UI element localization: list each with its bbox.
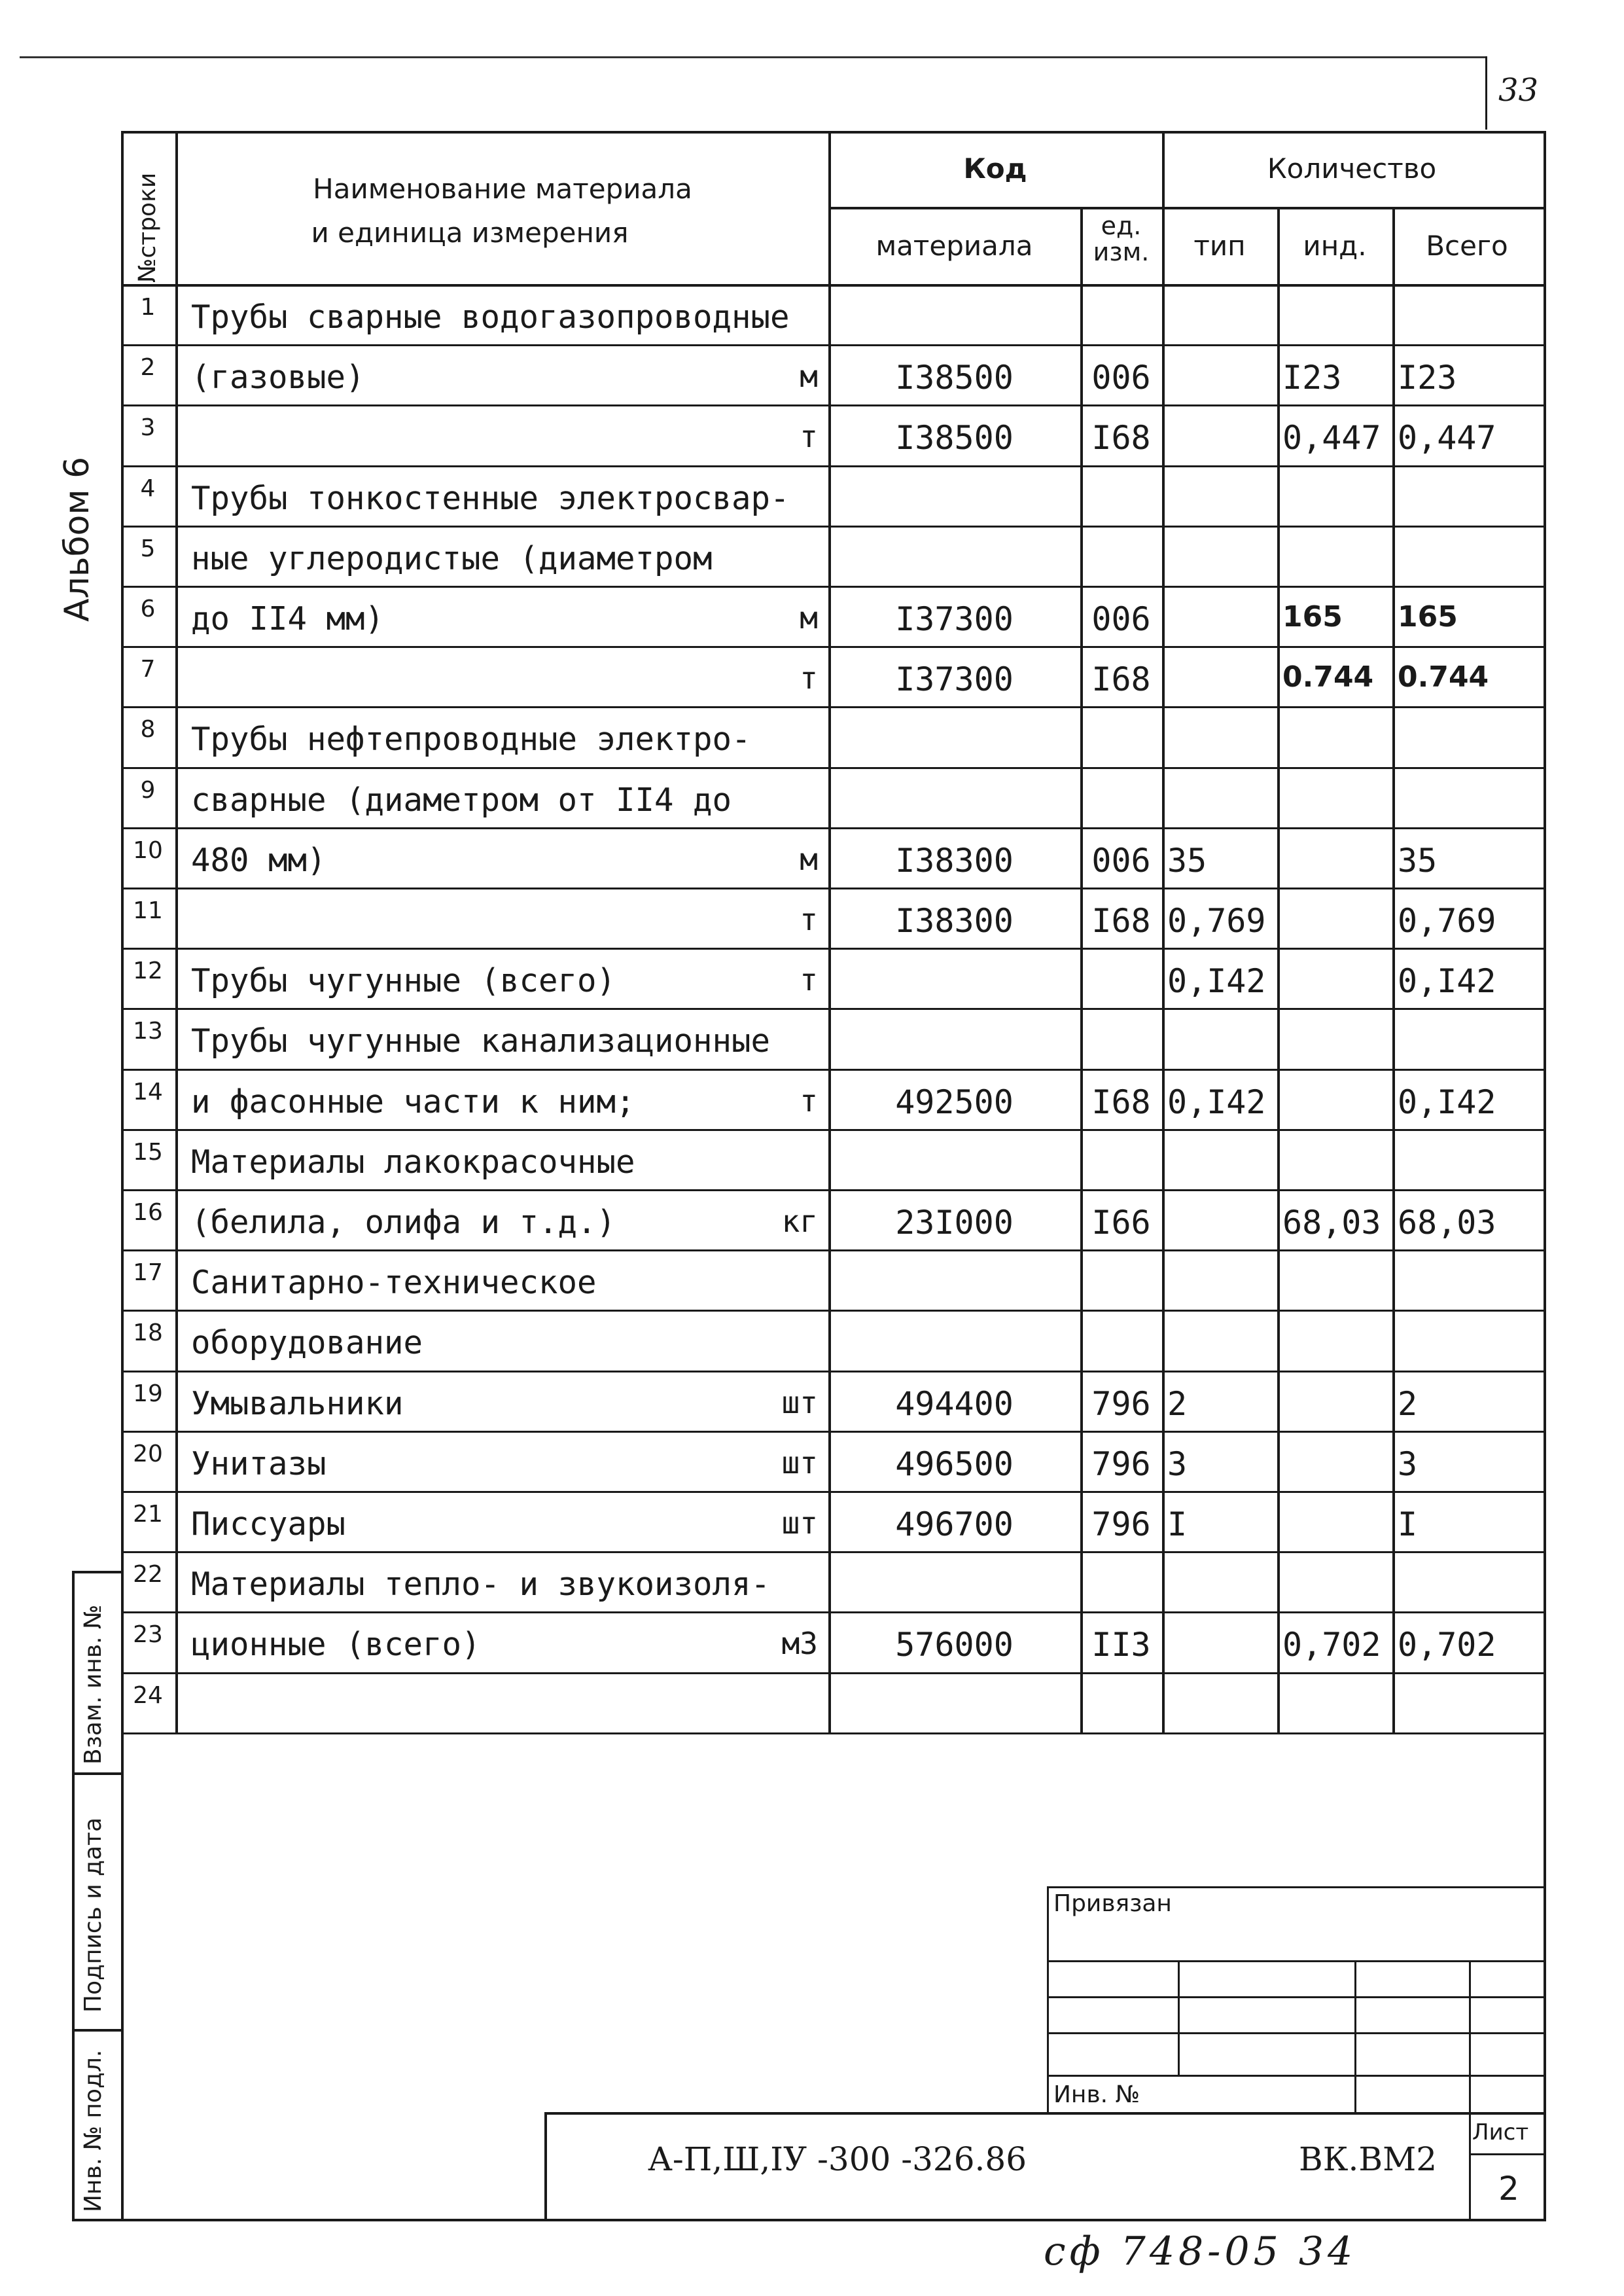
material-unit: м: [800, 359, 818, 394]
row-number: 3: [140, 414, 156, 441]
qty-type: 3: [1167, 1445, 1188, 1483]
table-row: [0, 948, 1624, 1008]
material-unit: шт: [781, 1385, 818, 1420]
row-number: 13: [133, 1018, 163, 1045]
row-number: 8: [140, 716, 156, 743]
unit-code: I68: [1091, 660, 1151, 698]
row-number: 22: [133, 1561, 163, 1588]
material-unit: м: [800, 600, 818, 636]
row-number: 15: [133, 1139, 163, 1166]
table-row: [0, 1069, 1624, 1129]
material-name: Трубы нефтепроводные электро-: [191, 721, 751, 758]
table-row: [0, 706, 1624, 766]
table-row: [0, 888, 1624, 948]
material-name: Трубы тонкостенные электросвар-: [191, 480, 790, 517]
row-number: 18: [133, 1319, 163, 1346]
header-qty-total: Всего: [1426, 230, 1508, 262]
qty-total: 3: [1398, 1445, 1418, 1483]
row-number: 16: [133, 1199, 163, 1226]
margin-top-line: [72, 1571, 124, 1573]
row-line: [121, 1732, 1546, 1734]
material-name: Санитарно-техническое: [191, 1264, 597, 1301]
unit-code: 006: [1091, 842, 1151, 880]
qty-total: 0.744: [1398, 660, 1489, 694]
qty-type: 0,I42: [1167, 962, 1266, 1000]
qty-type: 0,I42: [1167, 1083, 1266, 1121]
material-name: ционные (всего): [191, 1626, 481, 1663]
table-row: [0, 586, 1624, 646]
material-unit: т: [800, 1083, 818, 1119]
qty-total: 2: [1398, 1385, 1418, 1423]
qty-ind: 0,702: [1282, 1626, 1381, 1664]
qty-total: 0,447: [1398, 419, 1496, 457]
qty-total: 0,769: [1398, 902, 1496, 940]
qty-total: 0,702: [1398, 1626, 1496, 1664]
material-unit: м: [800, 842, 818, 877]
row-number: 17: [133, 1259, 163, 1286]
header-row-number: №строки: [134, 172, 161, 283]
material-code: I37300: [895, 660, 1014, 698]
material-name: сварные (диаметром от II4 до: [191, 781, 732, 819]
qty-total: 35: [1398, 842, 1438, 880]
table-row: [0, 1371, 1624, 1431]
material-code: I37300: [895, 600, 1014, 638]
material-name: Умывальники: [191, 1385, 404, 1422]
material-name: Материалы лакокрасочные: [191, 1143, 635, 1181]
material-name: ные углеродистые (диаметром: [191, 540, 713, 577]
material-code: I38300: [895, 842, 1014, 880]
table-row: [0, 1249, 1624, 1310]
unit-code: I68: [1091, 419, 1151, 457]
row-number: 2: [140, 354, 156, 381]
doc-mark: ВК.ВМ2: [1299, 2140, 1438, 2178]
material-unit: кг: [781, 1204, 818, 1239]
material-code: 23I000: [895, 1204, 1014, 1242]
unit-code: I68: [1091, 902, 1151, 940]
unit-code: 006: [1091, 600, 1151, 638]
material-code: 576000: [895, 1626, 1014, 1664]
qty-total: 165: [1398, 600, 1458, 634]
table-row: [0, 344, 1624, 404]
table-row: [0, 767, 1624, 827]
margin-signature-date: Подпись и дата: [80, 1817, 107, 2013]
material-code: 496500: [895, 1445, 1014, 1483]
material-code: 492500: [895, 1083, 1014, 1121]
unit-code: II3: [1091, 1626, 1151, 1664]
doc-sheet-sep: [1469, 2153, 1544, 2155]
doc-sheet-left: [1469, 2112, 1471, 2220]
sheet-number: 2: [1498, 2170, 1519, 2208]
qty-total: I: [1398, 1505, 1418, 1543]
header-code-material: материала: [875, 230, 1033, 262]
material-unit: т: [800, 660, 818, 696]
header-qty-type: тип: [1193, 230, 1246, 262]
row-number: 24: [133, 1682, 163, 1709]
table-top-line: [121, 131, 1546, 134]
qty-type: 35: [1167, 842, 1207, 880]
material-name: Трубы сварные водогазопроводные: [191, 298, 790, 336]
qty-ind: 0,447: [1282, 419, 1381, 457]
stamp-inv-label: Инв. №: [1053, 2081, 1140, 2108]
header-name-line1: Наименование материала: [313, 173, 692, 205]
unit-code: 796: [1091, 1505, 1151, 1543]
doc-block-top: [544, 2112, 1545, 2115]
material-name: и фасонные части к ним;: [191, 1083, 635, 1121]
qty-total: 68,03: [1398, 1204, 1496, 1242]
doc-block-left: [544, 2112, 547, 2220]
material-name: Трубы чугунные (всего): [191, 962, 616, 999]
table-row: [0, 404, 1624, 465]
row-number: 12: [133, 958, 163, 984]
qty-total: 0,I42: [1398, 962, 1496, 1000]
row-number: 23: [133, 1621, 163, 1648]
material-name: Материалы тепло- и звукоизоля-: [191, 1566, 771, 1603]
material-name: 480 мм): [191, 842, 327, 879]
material-code: I38500: [895, 419, 1014, 457]
table-row: [0, 1189, 1624, 1249]
margin-inv-exchange: Взам. инв. №: [80, 1604, 107, 1765]
material-code: 494400: [895, 1385, 1014, 1423]
qty-type: 2: [1167, 1385, 1188, 1423]
material-name: Унитазы: [191, 1445, 327, 1482]
material-unit: т: [800, 902, 818, 937]
row-number: 9: [140, 777, 156, 804]
unit-code: I68: [1091, 1083, 1151, 1121]
row-number: 11: [133, 897, 163, 924]
table-row: [0, 827, 1624, 888]
stamp-col-1: [1178, 1960, 1180, 2075]
material-code: I38300: [895, 902, 1014, 940]
header-code-unit: ед. изм.: [1093, 211, 1150, 266]
table-row: [0, 1431, 1624, 1491]
row-number: 4: [140, 475, 156, 502]
margin-bottom-line: [72, 2219, 124, 2221]
margin-sep-2: [72, 2029, 124, 2032]
header-qty-ind: инд.: [1303, 230, 1367, 262]
unit-code: 796: [1091, 1385, 1151, 1423]
material-name: оборудование: [191, 1324, 423, 1361]
qty-ind: 0.744: [1282, 660, 1374, 694]
qty-total: 0,I42: [1398, 1083, 1496, 1121]
material-name: (белила, олифа и т.д.): [191, 1204, 616, 1241]
unit-code: 796: [1091, 1445, 1151, 1483]
table-row: [0, 1310, 1624, 1370]
material-unit: т: [800, 419, 818, 454]
unit-code: I66: [1091, 1204, 1151, 1242]
header-mid-line: [828, 207, 1546, 209]
row-number: 19: [133, 1380, 163, 1407]
material-code: 496700: [895, 1505, 1014, 1543]
qty-type: 0,769: [1167, 902, 1266, 940]
stamp-bound-left: [1047, 1886, 1049, 2112]
table-row: [0, 1008, 1624, 1068]
qty-type: I: [1167, 1505, 1188, 1543]
material-name: Писсуары: [191, 1505, 346, 1543]
table-row: [0, 1491, 1624, 1551]
row-number: 20: [133, 1441, 163, 1467]
page-number: 33: [1498, 72, 1539, 109]
row-number: 1: [140, 294, 156, 321]
row-number: 10: [133, 837, 163, 864]
header-code: Код: [963, 152, 1027, 185]
frame-right: [1544, 131, 1546, 2221]
row-number: 14: [133, 1079, 163, 1105]
row-number: 5: [140, 535, 156, 562]
stamp-col-3: [1469, 1960, 1471, 2112]
material-unit: шт: [781, 1505, 818, 1541]
table-row: [0, 1672, 1624, 1732]
stamp-col-2: [1354, 1960, 1356, 2112]
row-number: 7: [140, 656, 156, 683]
material-unit: т: [800, 962, 818, 997]
row-number: 6: [140, 596, 156, 622]
header-quantity: Количество: [1267, 152, 1437, 185]
handwritten-archive-number: сф 748-05 34: [1044, 2229, 1357, 2274]
page-number-box-left: [1485, 56, 1487, 130]
margin-line-mid: [121, 131, 124, 2219]
stamp-bound-top: [1047, 1886, 1544, 1888]
material-unit: м3: [781, 1626, 818, 1661]
qty-ind: 165: [1282, 600, 1343, 634]
table-row: [0, 284, 1624, 344]
album-label: Альбом 6: [58, 456, 97, 622]
sheet-label: Лист: [1472, 2119, 1529, 2145]
material-unit: шт: [781, 1445, 818, 1480]
table-row: [0, 1611, 1624, 1672]
table-row: [0, 1551, 1624, 1611]
table-row: [0, 646, 1624, 706]
row-number: 21: [133, 1501, 163, 1528]
unit-code: 006: [1091, 359, 1151, 397]
margin-sep-1: [72, 1772, 124, 1775]
qty-total: I23: [1398, 359, 1457, 397]
doc-code: А-П,Ш,IУ -300 -326.86: [648, 2140, 1027, 2178]
table-row: [0, 465, 1624, 526]
margin-inv-original: Инв. № подл.: [80, 2049, 107, 2212]
qty-ind: 68,03: [1282, 1204, 1381, 1242]
frame-bottom: [121, 2219, 1546, 2221]
table-row: [0, 526, 1624, 586]
top-dashed-line: [20, 56, 1485, 58]
table-row: [0, 1129, 1624, 1189]
header-name-line2: и единица измерения: [311, 217, 629, 249]
material-name: Трубы чугунные канализационные: [191, 1022, 771, 1060]
qty-ind: I23: [1282, 359, 1342, 397]
material-name: (газовые): [191, 359, 365, 396]
stamp-bound-label: Привязан: [1053, 1890, 1172, 1917]
margin-line-left: [72, 1571, 75, 2219]
material-code: I38500: [895, 359, 1014, 397]
material-name: до II4 мм): [191, 600, 385, 637]
